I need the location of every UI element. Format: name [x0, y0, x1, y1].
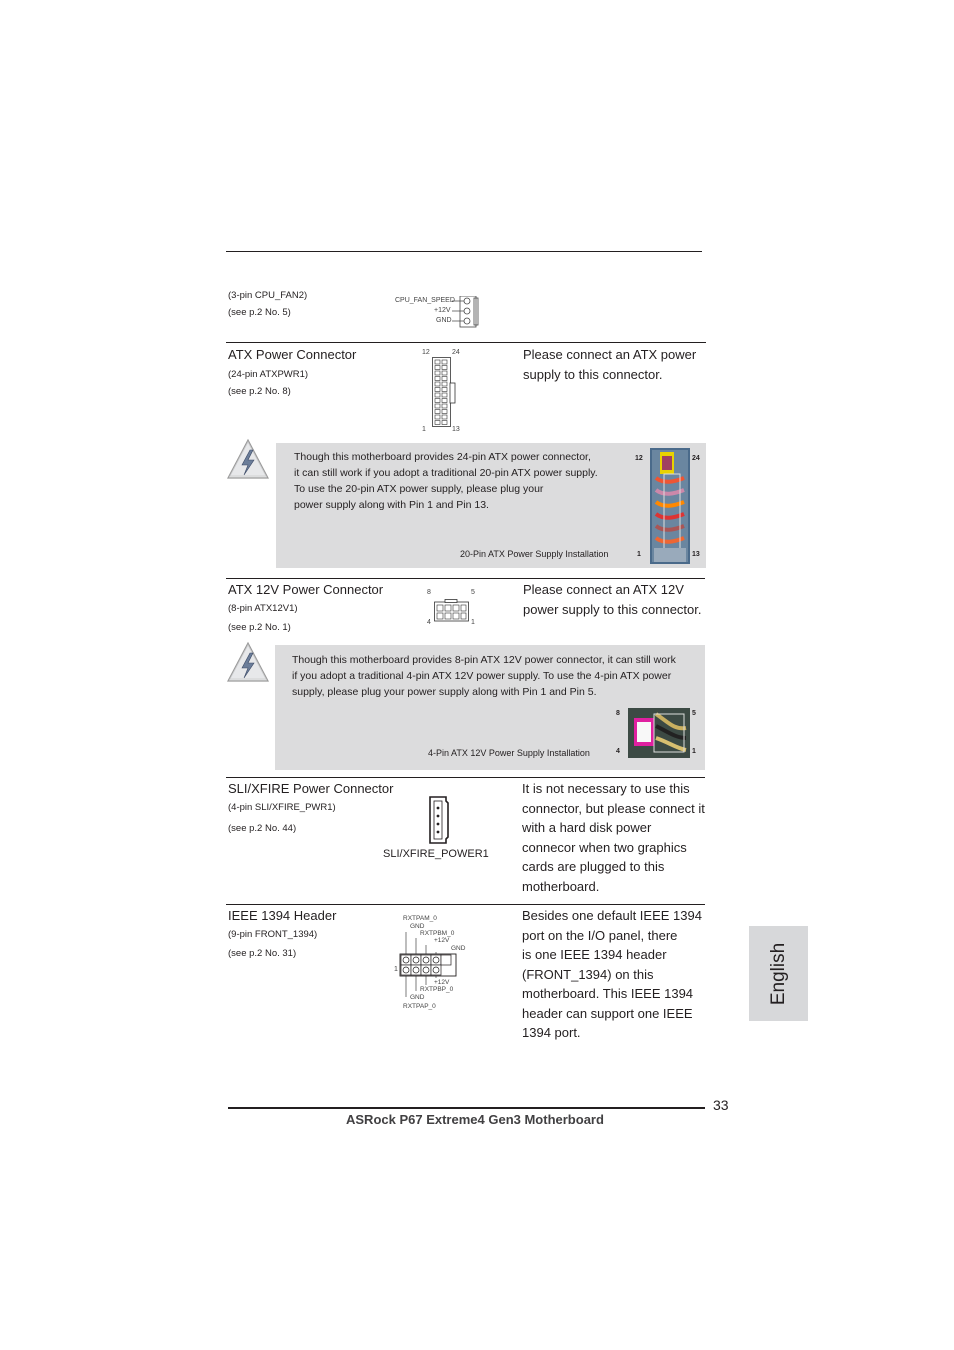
sli-connector-diagram [428, 795, 450, 845]
ieee-desc-line: is one IEEE 1394 header [522, 947, 667, 962]
ieee-header-diagram [394, 912, 474, 1016]
fan-see-ref: (see p.2 No. 5) [228, 307, 291, 318]
ieee-see-ref: (see p.2 No. 31) [228, 948, 297, 959]
ieee-desc-line: header can support one IEEE [522, 1005, 693, 1021]
atx12v-pin-desc: (8-pin ATX12V1) [228, 603, 298, 614]
fan-pin-label: +12V [434, 307, 451, 314]
fan-pin-desc: (3-pin CPU_FAN2) [228, 290, 308, 301]
atx12v-description [523, 580, 702, 619]
pin-number: 8 [427, 589, 431, 596]
atx-24pin-graphic [432, 357, 458, 427]
warning-icon [226, 438, 270, 482]
atx12v-see-ref: (see p.2 No. 1) [228, 622, 291, 633]
note1-caption: 20-Pin ATX Power Supply Installation [460, 549, 609, 559]
note1-line: Though this motherboard provides 24-pin ATX power connector, [294, 451, 591, 463]
pin-number: 1 [471, 619, 475, 626]
sli-see-ref: (see p.2 No. 44) [228, 823, 297, 834]
language-tab [749, 926, 808, 1021]
pin-number: 13 [452, 426, 460, 433]
note1-text [294, 449, 598, 513]
pin-number: 24 [692, 455, 700, 462]
header-rule [226, 251, 702, 252]
sli-desc-line: with a hard disk power [522, 820, 652, 835]
atx-title: ATX Power Connector [228, 347, 357, 362]
ieee-desc-line: port on the I/O panel, there [522, 927, 678, 943]
pin-number: 5 [471, 589, 475, 596]
atx-pin-desc: (24-pin ATXPWR1) [228, 369, 309, 380]
pin-number: 12 [635, 455, 643, 462]
fan-pin-label: CPU_FAN_SPEED [395, 297, 455, 304]
fan-header-diagram [392, 296, 482, 328]
pin-number: 13 [692, 551, 700, 558]
ieee-pin-label: GND [451, 945, 466, 952]
pin-number: 1 [637, 551, 641, 558]
atx-see-ref: (see p.2 No. 8) [228, 386, 291, 397]
atx12v-title: ATX 12V Power Connector [228, 582, 384, 597]
note2-caption: 4-Pin ATX 12V Power Supply Installation [428, 748, 590, 758]
pin-number: 24 [452, 349, 460, 356]
pin-number: 4 [427, 619, 431, 626]
page-number: 33 [713, 1097, 729, 1113]
sli-pin-desc: (4-pin SLI/XFIRE_PWR1) [228, 802, 336, 813]
atx12v-4pin-install-photo [628, 708, 690, 758]
pin-number: 1 [422, 426, 426, 433]
note2-text [292, 652, 676, 700]
note1-line: To use the 20-pin ATX power supply, please plug your [294, 483, 544, 495]
sli-connector-graphic [428, 795, 450, 845]
language-tab-label: English [767, 942, 789, 1005]
ieee-pin-number: 1 [394, 966, 398, 973]
ieee-description [522, 906, 702, 1043]
ieee-pin-label: +12V [434, 979, 450, 986]
ieee-title: IEEE 1394 Header [228, 908, 337, 923]
ieee-desc-line: motherboard. This IEEE 1394 [522, 986, 694, 1001]
atx-24pin-diagram [420, 347, 470, 437]
ieee-pin-label: RXTPAP_0 [403, 1003, 436, 1010]
atx12v-8pin-graphic [434, 599, 470, 623]
pin-number: 12 [422, 349, 430, 356]
note2-line: if you adopt a traditional 4-pin ATX 12V power supply. To use the 4-pin ATX power [292, 670, 672, 682]
ieee-pin-label: GND [410, 923, 425, 930]
warning-icon [226, 641, 270, 685]
ieee-pin-label: GND [410, 994, 425, 1001]
footer-rule [228, 1107, 705, 1109]
sli-desc-line: motherboard. [522, 878, 600, 894]
sli-connector-label: SLI/XFIRE_POWER1 [383, 848, 489, 860]
ieee-desc-line: 1394 port. [522, 1025, 581, 1040]
note2-line: Though this motherboard provides 8-pin ATX 12V power connector, it can still work [292, 654, 676, 666]
atx-rule [226, 342, 706, 343]
ieee-pin-label: +12V [434, 937, 450, 944]
ieee-pin-label: RXTPBM_0 [420, 930, 455, 937]
pin-number: 5 [692, 710, 696, 717]
note1-line: it can still work if you adopt a traditional 20-pin ATX power supply. [294, 467, 598, 479]
sli-desc-line: cards are plugged to this [522, 859, 665, 874]
fan-pin-label: GND [436, 317, 452, 324]
sli-rule [226, 777, 705, 778]
sli-desc-line: It is not necessary to use this [522, 781, 690, 796]
pin-number: 4 [616, 748, 620, 755]
ieee-pin-label: RXTPAM_0 [403, 915, 437, 922]
sli-desc-line: connecor when two graphics [522, 839, 687, 855]
atx-desc-line: Please connect an ATX power [523, 347, 697, 362]
atx-desc-line: supply to this connector. [523, 366, 663, 382]
pin-number: 1 [692, 748, 696, 755]
ieee-pin-label: RXTPBP_0 [420, 986, 454, 993]
sli-desc-line: connector, but please connect it [522, 800, 705, 816]
sli-description [522, 779, 705, 896]
footer-title: ASRock P67 Extreme4 Gen3 Motherboard [346, 1112, 604, 1127]
sli-title: SLI/XFIRE Power Connector [228, 781, 394, 796]
atx-description [523, 345, 696, 384]
atx12v-rule [226, 578, 705, 579]
atx-20pin-install-photo [650, 448, 690, 564]
pin-number: 8 [616, 710, 620, 717]
ieee-desc-line: (FRONT_1394) on this [522, 966, 654, 982]
atx12v-desc-line: Please connect an ATX 12V [523, 582, 684, 597]
ieee-rule [226, 904, 705, 905]
note2-line: supply, please plug your power supply along with Pin 1 and Pin 5. [292, 686, 597, 698]
fan-pins-graphic [450, 296, 482, 328]
ieee-desc-line: Besides one default IEEE 1394 [522, 908, 702, 923]
ieee-pin-desc: (9-pin FRONT_1394) [228, 929, 318, 940]
atx12v-8pin-diagram [424, 588, 482, 630]
ieee-header-graphic [394, 912, 474, 1016]
atx12v-desc-line: power supply to this connector. [523, 601, 702, 617]
note1-line: power supply along with Pin 1 and Pin 13. [294, 499, 489, 511]
